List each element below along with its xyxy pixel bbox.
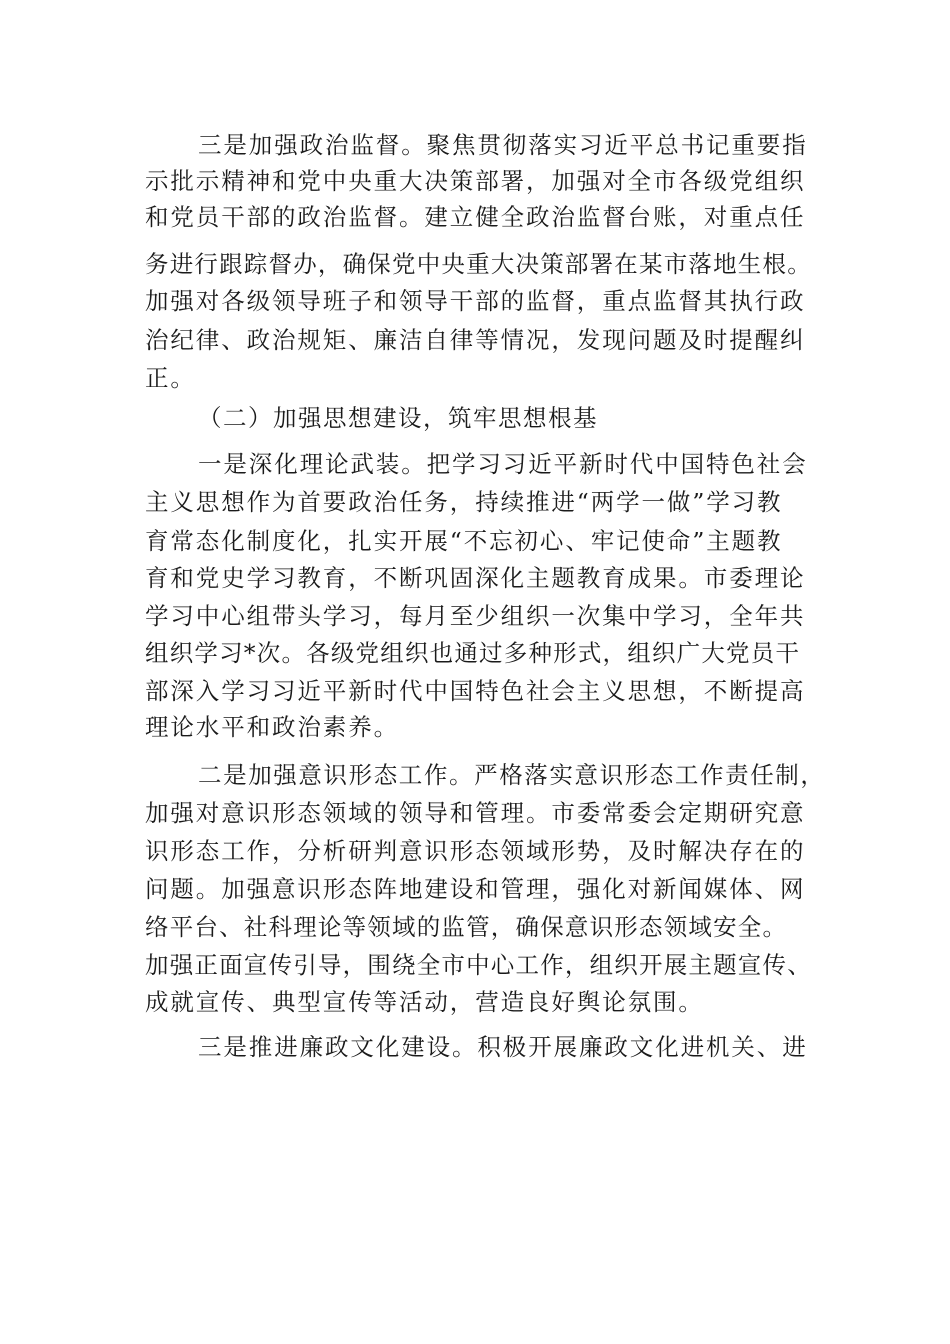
text-line: 示批示精神和党中央重大决策部署，加强对全市各级党组织 [145,167,806,195]
text-line: 主义思想作为首要政治任务，持续推进“两学一做”学习教 [145,488,783,516]
section-heading: （二）加强思想建设，筑牢思想根基 [198,404,598,432]
text-line: 理论水平和政治素养。 [145,713,399,741]
text-line: 三是加强政治监督。聚焦贯彻落实习近平总书记重要指 [198,131,808,159]
text-line: 和党员干部的政治监督。建立健全政治监督台账，对重点任 [145,203,806,231]
text-line: 组织学习*次。各级党组织也通过多种形式，组织广大党员干 [145,639,801,667]
text-line: 治纪律、政治规矩、廉洁自律等情况，发现问题及时提醒纠 [145,326,806,354]
text-line: 加强对各级领导班子和领导干部的监督，重点监督其执行政 [145,287,806,315]
text-line: 一是深化理论武装。把学习习近平新时代中国特色社会 [198,450,808,478]
text-line: 问题。加强意识形态阵地建设和管理，强化对新闻媒体、网 [145,875,806,903]
text-line: 二是加强意识形态工作。严格落实意识形态工作责任制， [198,761,826,789]
text-line: 加强正面宣传引导，围绕全市中心工作，组织开展主题宣传、 [145,951,812,979]
text-line: 识形态工作，分析研判意识形态领域形势，及时解决存在的 [145,837,806,865]
text-line: 务进行跟踪督办，确保党中央重大决策部署在某市落地生根。 [145,250,812,278]
text-line: 部深入学习习近平新时代中国特色社会主义思想，不断提高 [145,677,806,705]
text-line: 三是推进廉政文化建设。积极开展廉政文化进机关、进 [198,1033,808,1061]
text-line: 加强对意识形态领域的领导和管理。市委常委会定期研究意 [145,799,806,827]
text-line: 成就宣传、典型宣传等活动，营造良好舆论氛围。 [145,988,704,1016]
text-line: 育常态化制度化，扎实开展“不忘初心、牢记使命”主题教 [145,527,783,555]
text-line: 络平台、社科理论等领域的监管，确保意识形态领域安全。 [145,913,788,941]
text-line: 学习中心组带头学习，每月至少组织一次集中学习，全年共 [145,602,806,630]
text-line: 正。 [145,364,196,392]
text-line: 育和党史学习教育，不断巩固深化主题教育成果。市委理论 [145,564,806,592]
